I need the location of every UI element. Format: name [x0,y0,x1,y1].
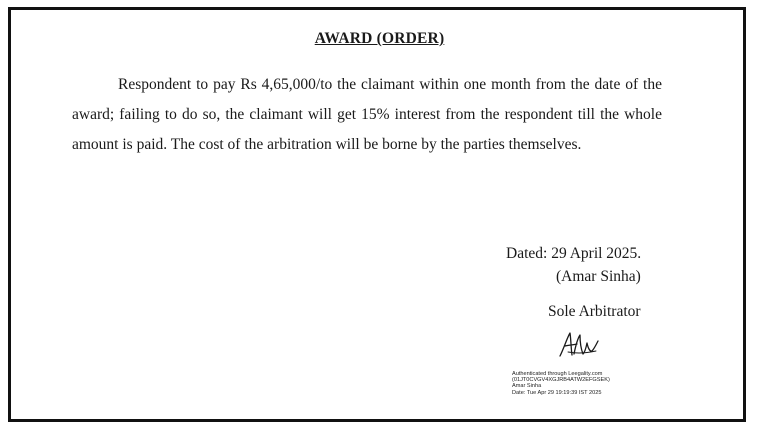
auth-line-date: Date: Tue Apr 29 19:19:39 IST 2025 [512,389,602,396]
auth-line-id: (01JT0CVGV4XGJRB4ATW2EFGSEK) [512,377,610,384]
auth-line-provider: Authenticated through Leegality.com [512,371,603,377]
authentication-stamp [512,371,610,396]
signer-name: (Amar Sinha) [556,268,641,285]
signer-role: Sole Arbitrator [548,303,641,320]
handwritten-signature-icon [556,330,602,360]
award-paragraph-text: Respondent to pay Rs 4,65,000/to the claimant within one month from the date of the award; failing to do so, the claimant will get 15% interest from the respondent till the whole amount is paid. The cost of the arbitration will be borne by the parties themselves. [72,76,662,153]
award-paragraph [72,70,662,160]
award-date: Dated: 29 April 2025. [506,245,642,262]
auth-line-signer: Amar Sinha [512,383,542,390]
page-title: AWARD (ORDER) [314,30,445,47]
